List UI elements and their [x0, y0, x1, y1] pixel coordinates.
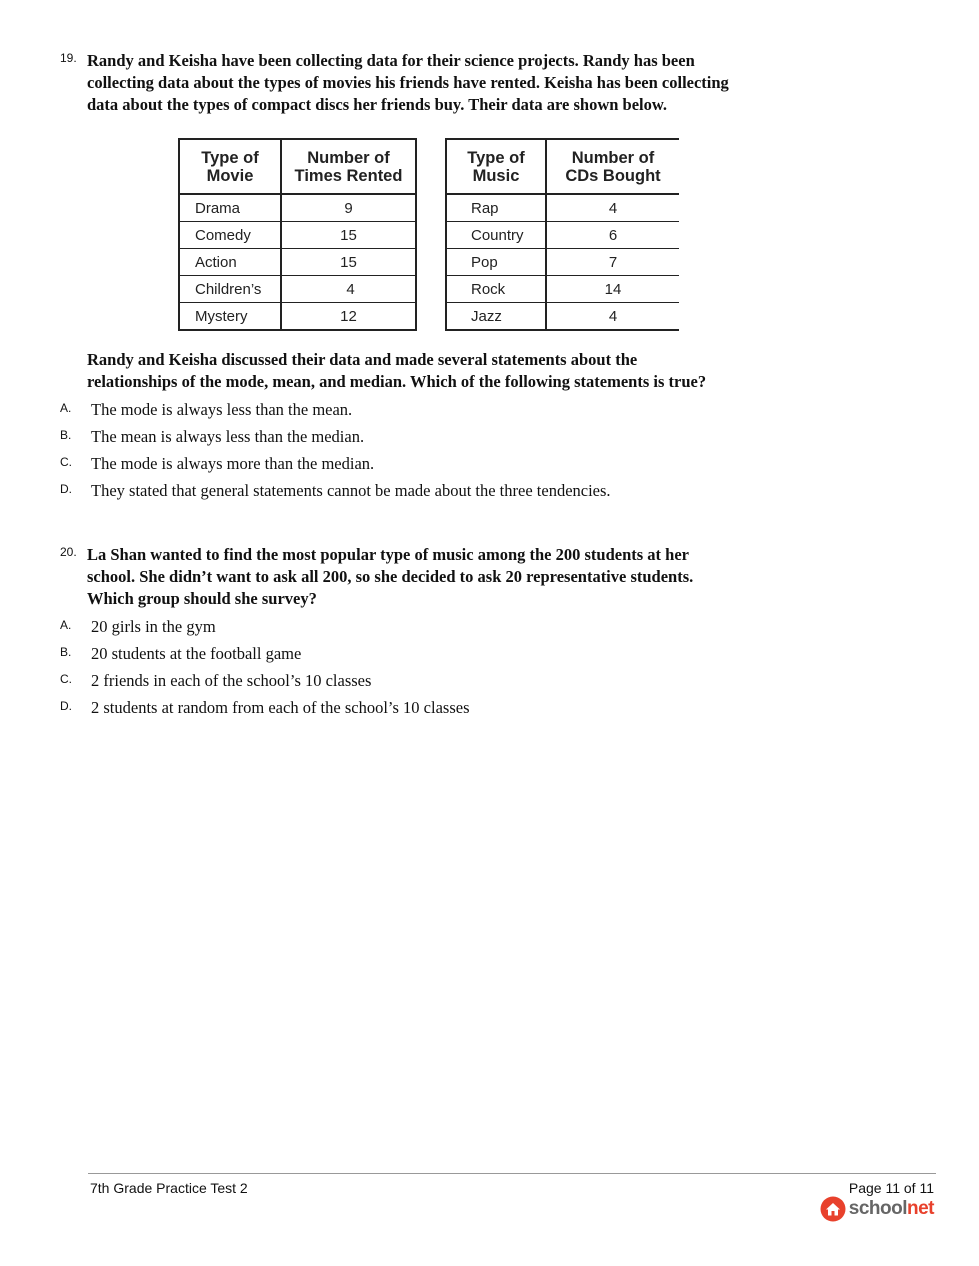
- answer-choice-d[interactable]: [60, 480, 800, 507]
- cell: 15: [281, 249, 416, 276]
- column-header: [446, 139, 546, 194]
- choice-text: 20 students at the football game: [91, 644, 302, 663]
- cell: 6: [546, 222, 679, 249]
- choice-letter: C.: [60, 672, 72, 686]
- cell: 4: [281, 276, 416, 303]
- choice-letter: A.: [60, 618, 72, 632]
- question-prompt: [87, 349, 800, 393]
- header-line: Number of: [307, 148, 390, 167]
- column-header: [281, 139, 416, 194]
- choice-letter: D.: [60, 482, 72, 496]
- question-stem: [87, 544, 800, 610]
- page-number: Page 11 of 11: [848, 1180, 934, 1196]
- table-row: [179, 194, 416, 222]
- choice-text: 20 girls in the gym: [91, 617, 216, 636]
- header-line: Type of: [201, 148, 259, 167]
- choice-text: 2 students at random from each of the school’s 10 classes: [91, 698, 470, 717]
- choice-letter: B.: [60, 428, 72, 442]
- answer-choice-d[interactable]: [60, 697, 800, 724]
- choice-text: 2 friends in each of the school’s 10 classes: [91, 671, 372, 690]
- cell: Mystery: [179, 303, 281, 331]
- cell: 7: [546, 249, 679, 276]
- cell: Comedy: [179, 222, 281, 249]
- cell: Rap: [446, 194, 546, 222]
- table-row: [179, 276, 416, 303]
- cell: 9: [281, 194, 416, 222]
- logo-text-school: school: [848, 1198, 907, 1219]
- question-19: [60, 50, 800, 116]
- answer-choice-b[interactable]: [60, 426, 800, 453]
- footer-title: 7th Grade Practice Test 2: [90, 1180, 248, 1196]
- schoolnet-logo: [820, 1196, 934, 1222]
- choice-text: The mode is always less than the mean.: [91, 400, 353, 419]
- stem-line: collecting data about the types of movies his friends have rented. Keisha has been collecting: [87, 73, 729, 92]
- question-20: [60, 544, 800, 724]
- table-row: [446, 249, 679, 276]
- cell: Children’s: [179, 276, 281, 303]
- stem-line: Randy and Keisha have been collecting data for their science projects. Randy has been: [87, 51, 695, 70]
- question-number: 19.: [60, 51, 77, 65]
- cell: Drama: [179, 194, 281, 222]
- choice-letter: B.: [60, 645, 72, 659]
- table-row: [446, 303, 679, 331]
- table-row: [446, 194, 679, 222]
- table-row: [446, 276, 679, 303]
- question-19-followup: [60, 349, 800, 507]
- prompt-line: Randy and Keisha discussed their data and made several statements about the: [87, 350, 638, 369]
- stem-line: La Shan wanted to find the most popular type of music among the 200 students at her: [87, 545, 690, 564]
- column-header: [179, 139, 281, 194]
- question-stem: [87, 50, 800, 116]
- table-row: [179, 303, 416, 331]
- header-line: CDs Bought: [565, 166, 661, 185]
- header-line: Number of: [571, 148, 655, 167]
- table-row: [446, 222, 679, 249]
- cell: 14: [546, 276, 679, 303]
- choice-text: The mean is always less than the median.: [91, 427, 365, 446]
- answer-choices: [60, 399, 800, 507]
- cell: Pop: [446, 249, 546, 276]
- cell: Action: [179, 249, 281, 276]
- header-line: Music: [472, 166, 520, 185]
- choice-text: The mode is always more than the median.: [91, 454, 375, 473]
- answer-choice-c[interactable]: [60, 453, 800, 480]
- choice-letter: C.: [60, 455, 72, 469]
- prompt-line: relationships of the mode, mean, and median. Which of the following statements is true?: [87, 372, 707, 391]
- table-row: [179, 249, 416, 276]
- logo-text-net: net: [907, 1198, 934, 1219]
- header-line: Type of: [467, 148, 525, 167]
- schoolnet-house-icon: [820, 1196, 846, 1222]
- choice-letter: D.: [60, 699, 72, 713]
- cell: 4: [546, 194, 679, 222]
- cell: 15: [281, 222, 416, 249]
- logo-wordmark: [849, 1198, 934, 1220]
- stem-line: school. She didn’t want to ask all 200, so she decided to ask 20 representative students.: [87, 567, 694, 586]
- cell: Jazz: [446, 303, 546, 331]
- cell: Rock: [446, 276, 546, 303]
- footer-divider: [88, 1173, 936, 1174]
- cell: 4: [608, 307, 618, 325]
- answer-choice-a[interactable]: [60, 616, 800, 643]
- column-header: [546, 139, 679, 194]
- movie-rentals-table: [178, 138, 417, 331]
- cell: Country: [446, 222, 546, 249]
- stem-line: Which group should she survey?: [87, 589, 317, 608]
- answer-choice-a[interactable]: [60, 399, 800, 426]
- answer-choices: [60, 616, 800, 724]
- cell: 12: [340, 307, 357, 325]
- answer-choice-b[interactable]: [60, 643, 800, 670]
- header-line: Times Rented: [294, 166, 403, 185]
- stem-line: data about the types of compact discs her friends buy. Their data are shown below.: [87, 95, 667, 114]
- answer-choice-c[interactable]: [60, 670, 800, 697]
- header-line: Movie: [206, 166, 254, 185]
- table-row: [179, 222, 416, 249]
- choice-letter: A.: [60, 401, 72, 415]
- question-number: 20.: [60, 545, 77, 559]
- choice-text: They stated that general statements cannot be made about the three tendencies.: [91, 481, 611, 500]
- music-cds-table: [445, 138, 679, 331]
